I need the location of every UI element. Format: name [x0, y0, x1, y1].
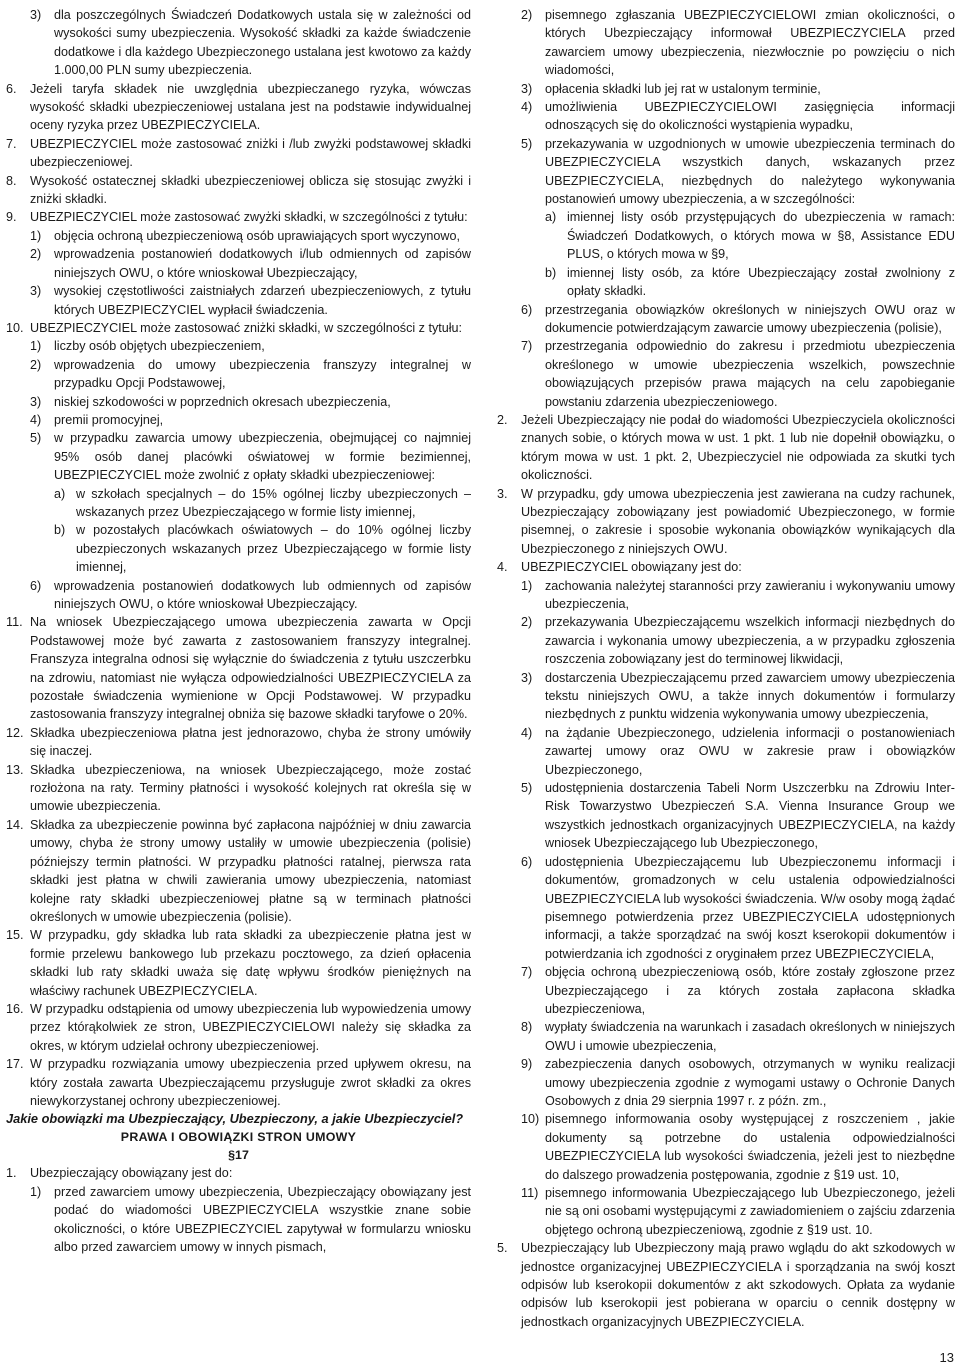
list-item [6, 613, 471, 723]
item-number: 14. [6, 817, 24, 832]
item-number: a) [54, 486, 66, 501]
item-text: Składka ubezpieczeniowa, na wniosek Ubezpieczającego, może zostać rozłożona na raty. Terminy płatności i wysokość kolejnych rat określa się w umowie ubezpieczenia. [30, 762, 471, 814]
item-text: opłacenia składki lub jej rat w ustalonym terminie, [545, 81, 821, 96]
item-text: pisemnego informowania osoby występującej z roszczeniem , jakie dokumenty są potrzebne do ustalenia odpowiedzialności UBEZPIECZYCIELA lub wysokości świadczenia, jeżeli jest to niezbędne do dalszego prowadzenia postępowania, zgodnie z §19 ust. 10, [545, 1112, 955, 1182]
item-text: przekazywania Ubezpieczającemu wszelkich informacji niezbędnych do zawarcia i wykonania umowy ubezpieczenia, a w przypadku zgłoszenia roszczenia zobowiązany jest do terminowej likwidacji, [545, 615, 955, 667]
item-number: 4) [30, 412, 42, 427]
item-text: Składka za ubezpieczenie powinna być zapłacona najpóźniej w dniu zawarcia umowy, chyba że strony umowy ustaliły w umowie ubezpieczenia (polisie) późniejszy termin płatności. W przypadku płatności ratalnej, pierwsza rata składki jest płatna w chwili zawierania umowy ubezpieczenia, natomiast kolejne raty składki ubezpieczeniowej płatne są w terminach płatności określonych w umowie ubezpieczenia (polisie). [30, 817, 471, 924]
item-number: 6) [521, 854, 533, 869]
item-number: 3) [30, 394, 42, 409]
item-text: liczby osób objętych ubezpieczeniem, [54, 339, 265, 354]
item-number: 17. [6, 1057, 24, 1072]
list-item [497, 963, 955, 1018]
list-item [497, 1018, 955, 1055]
item-text: przed zawarciem umowy ubezpieczenia, Ubezpieczający obowiązany jest podać do wiadomości UBEZPIECZYCIELA wszystkie znane sobie okoliczności, o które UBEZPIECZYCIEL zapytywał w formularzu wniosku albo przed zawarciem umowy w innych pismach, [54, 1184, 471, 1254]
list-item [6, 282, 471, 319]
item-text: Składka ubezpieczeniowa płatna jest jednorazowo, chyba że strony umówiły się inaczej. [30, 725, 471, 759]
item-text: UBEZPIECZYCIEL może zastosować zniżki i /lub zwyżki podstawowej składki ubezpieczeniowej. [30, 136, 471, 170]
list-item [497, 6, 955, 80]
list-item [6, 761, 471, 816]
item-text: W przypadku rozwiązania umowy ubezpieczenia przed upływem okresu, na który została zawarta Ubezpieczającemu przysługuje zwrot składki za okres niewykorzystanej ochrony ubezpieczeniowej. [30, 1057, 471, 1108]
item-text: W przypadku odstąpienia od umowy ubezpieczenia lub wypowiedzenia umowy przez którąkolwiek ze stron, UBEZPIECZYCIELOWI należy się składka za okres, w którym udzielał ochrony ubezpieczeniowej. [30, 1001, 471, 1053]
section-title: PRAWA I OBOWIĄZKI STRON UMOWY [120, 1130, 357, 1145]
list-item [497, 853, 955, 963]
list-item [497, 208, 955, 263]
item-text: Na wniosek Ubezpieczającego umowa ubezpieczenia zawarta w Opcji Podstawowej może być zawarta z zastosowaniem franszyzy integralnej. Franszyza integralna odnosi się wyłącznie do świadczenia z tytułu uszczerbku na zdrowiu, natomiast nie wyłącza odpowiedzialności UBEZPIECZYCIELA za pozostałe świadczenia wymienione w Opcji Podstawowej. W przypadku zastosowania franszyzy integralnej obniża się bazowe składki taryfowe o 20%. [30, 615, 471, 722]
item-number: 11) [521, 1186, 539, 1200]
list-item [497, 1239, 955, 1331]
item-text: udostępnienia Ubezpieczającemu lub Ubezpieczonemu informacji i dokumentów, gromadzonych w celu ustalenia odpowiedzialności UBEZPIECZYCIELA lub wysokości świadczenia. W/w osoby mogą żądać pisemnego potwierdzenia przez UBEZPIECZYCIELA udostępnionych informacji, a także sporządzać na swój koszt kserokopii dokumentów i potwierdzania ich zgodności z oryginałem przez UBEZPIECZYCIELA, [545, 854, 955, 961]
list-item [497, 411, 955, 485]
item-text: Wysokość ostatecznej składki ubezpieczeniowej oblicza się stosując zwyżki i zniżki składki. [30, 173, 471, 207]
item-text: umożliwienia UBEZPIECZYCIELOWI zasięgnięcia informacji odnoszących się do okoliczności wystąpienia wypadku, [545, 100, 955, 133]
item-number: 1) [30, 228, 42, 243]
list-item [6, 1055, 471, 1110]
item-text: wprowadzenia do umowy ubezpieczenia franszyzy integralnej w przypadku Opcji Podstawowej, [54, 357, 471, 391]
list-item [497, 301, 955, 338]
item-number: 10. [6, 320, 24, 335]
item-number: 5. [497, 1241, 508, 1256]
item-text: Ubezpieczający obowiązany jest do: [30, 1166, 233, 1181]
item-number: 1) [521, 578, 533, 593]
section-number: §17 [228, 1148, 249, 1163]
list-item [6, 319, 471, 337]
item-text: wprowadzenia postanowień dodatkowych i/lub odmiennych od zapisów niniejszych OWU, o które wnioskował Ubezpieczający, [54, 247, 471, 280]
item-text: Ubezpieczający lub Ubezpieczony mają prawo wglądu do akt szkodowych w jednostce organizacyjnej UBEZPIECZYCIELA i sporządzania na swój koszt odpisów lub kserokopii dokumentów z akt szkodowych. Opłata za wydanie odpisów lub kserokopii jest pobierana w oparciu o cennik dostępny w jednostkach organizacyjnych UBEZPIECZYCIELA. [521, 1241, 955, 1329]
list-item [6, 172, 471, 209]
item-number: 8) [521, 1020, 533, 1035]
item-text: premii promocyjnej, [54, 412, 164, 427]
item-text: imiennej listy osób, za które Ubezpieczający został zwolniony z opłaty składki. [567, 265, 955, 299]
list-item [497, 1110, 955, 1184]
list-item [6, 1000, 471, 1055]
list-item [6, 80, 471, 135]
list-item [497, 577, 955, 614]
list-item [6, 816, 471, 926]
item-number: 5) [521, 781, 533, 796]
item-number: 4) [521, 725, 533, 740]
item-number: 5) [521, 136, 533, 151]
item-text: w przypadku zawarcia umowy ubezpieczenia, obejmującej co najmniej 95% osób danej placówki oświatowej w formie bezimiennej, UBEZPIECZYCIEL może zwolnić z opłaty składki ubezpieczeniowej: [54, 431, 471, 483]
item-text: W przypadku, gdy składka lub rata składki za ubezpieczenie płatna jest w formie przelewu bankowego lub przekazu pocztowego, za dzień opłacenia składki lub raty składki uważa się datę wpływu środków pieniężnych na właściwy rachunek UBEZPIECZYCIELA. [30, 928, 471, 998]
item-number: 10) [521, 1112, 540, 1127]
left-after-list [6, 1164, 471, 1256]
item-number: b) [54, 523, 66, 538]
page-number: 13 [939, 1350, 954, 1365]
item-number: 12. [6, 725, 24, 740]
section-question: Jakie obowiązki ma Ubezpieczający, Ubezpieczony, a jakie Ubezpieczyciel? [6, 1111, 464, 1127]
item-text: pisemnego zgłaszania UBEZPIECZYCIELOWI zmian okoliczności, o których Ubezpieczający informował UBEZPIECZYCIELA przed zawarciem umowy ubezpieczenia, niezwłocznie po powzięciu o nich wiadomości, [545, 8, 955, 78]
item-text: objęcia ochroną ubezpieczeniową osób uprawiających sport wyczynowo, [54, 228, 461, 243]
item-number: 13. [6, 762, 24, 777]
list-item [497, 724, 955, 779]
right-column [497, 6, 955, 1331]
list-item [6, 577, 471, 614]
item-number: 2. [497, 412, 508, 427]
list-item [6, 411, 471, 429]
list-item [6, 135, 471, 172]
item-number: 3) [521, 670, 533, 685]
item-number: 1) [30, 1184, 42, 1199]
list-item [6, 208, 471, 226]
item-number: 6) [521, 302, 533, 317]
item-number: 3) [30, 284, 42, 299]
list-item [6, 429, 471, 484]
item-text: przestrzegania obowiązków określonych w niniejszych OWU oraz w dokumencie potwierdzającym zawarcie umowy ubezpieczenia (polisie), [545, 302, 955, 335]
list-item [6, 926, 471, 1000]
left-column [6, 6, 471, 1256]
item-number: 3. [497, 486, 508, 501]
list-item [497, 669, 955, 724]
item-text: przestrzegania odpowiednio do zakresu i przedmiotu ubezpieczenia określonego w umowie ubezpieczenia wszelkich, powszechnie obowiązujących przepisów prawa mających na celu zapobieganie powstaniu zdarzenia ubezpieczeniowego. [545, 339, 955, 409]
list-item [6, 6, 471, 80]
list-item [6, 227, 471, 245]
item-number: 16. [6, 1001, 24, 1016]
item-number: 9) [521, 1057, 533, 1072]
list-item [6, 1164, 471, 1182]
item-text: przekazywania w uzgodnionych w umowie ubezpieczenia terminach do UBEZPIECZYCIELA wszystkich danych, wskazanych przez UBEZPIECZYCIELA, niezbędnych do należytego wykonywania postanowień umowy ubezpieczenia, a w szczególności: [545, 136, 955, 207]
item-number: 8. [6, 173, 17, 188]
list-item [6, 724, 471, 761]
list-item [497, 135, 955, 209]
item-number: 7) [521, 965, 533, 980]
item-text: UBEZPIECZYCIEL może zastosować zwyżki składki, w szczególności z tytułu: [30, 210, 468, 225]
item-text: UBEZPIECZYCIEL obowiązany jest do: [521, 560, 742, 575]
item-number: 7. [6, 136, 17, 151]
item-number: 3) [521, 81, 533, 96]
item-text: zabezpieczenia danych osobowych, otrzymanych w wyniku realizacji umowy ubezpieczenia zgodnie z wymogami ustawy o Ochronie Danych Osobowych z dnia 29 sierpnia 1997 r. z późn. zm., [545, 1057, 955, 1108]
list-item [6, 521, 471, 576]
item-text: wprowadzenia postanowień dodatkowych lub odmiennych od zapisów niniejszych OWU, o które wnioskował Ubezpieczający. [54, 578, 471, 611]
item-number: 15. [6, 928, 24, 943]
item-number: 1. [6, 1166, 17, 1181]
item-number: a) [545, 210, 557, 225]
item-number: 6) [30, 578, 42, 593]
list-item [497, 264, 955, 301]
list-item [497, 613, 955, 668]
list-item [6, 245, 471, 282]
list-item [497, 1184, 955, 1239]
list-item [6, 337, 471, 355]
item-number: 4) [521, 100, 533, 115]
item-number: 2) [521, 8, 533, 22]
item-text: Jeżeli taryfa składek nie uwzględnia ubezpieczanego ryzyka, wówczas wysokość składki ubezpieczeniowej ustalana jest na podstawie indywidualnej oceny ryzyka przez UBEZPIECZYCIELA. [30, 81, 471, 133]
list-item [497, 98, 955, 135]
item-number: 2) [30, 247, 42, 262]
item-text: dla poszczególnych Świadczeń Dodatkowych ustala się w zależności od wysokości sumy ubezpieczenia. Wysokość składki za każde świadczenie dodatkowe i dla każdego Ubezpieczonego ustalana jest kwotowo za każdy 1.000,00 PLN sumy ubezpieczenia. [54, 8, 471, 78]
item-text: objęcia ochroną ubezpieczeniową osób, które zostały zgłoszone przez Ubezpieczającego i za których została zapłacona składka ubezpieczeniowa, [545, 965, 955, 1016]
item-text: wypłaty świadczenia na warunkach i zasadach określonych w niniejszych OWU i umowie ubezpieczenia, [545, 1020, 955, 1053]
item-text: W przypadku, gdy umowa ubezpieczenia jest zawierana na cudzy rachunek, Ubezpieczający zobowiązany jest powiadomić Ubezpieczonego, w formie pisemnej, o zakresie i sposobie wykonania obowiązków wynikających dla Ubezpieczonego z niniejszych OWU. [521, 486, 955, 556]
item-text: udostępnienia dostarczenia Tabeli Norm Uszczerbku na Zdrowiu Inter-Risk Towarzystwo Ubezpieczeń S.A. Vienna Insurance Group we wszystkich jednostkach organizacyjnych UBEZPIECZYCIELA, na każdy wniosek Ubezpieczającego lub Ubezpieczonego, [545, 781, 955, 851]
item-text: pisemnego informowania Ubezpieczającego lub Ubezpieczonego, jeżeli nie są oni osobami występującymi z zawiadomieniem o zajściu zdarzenia objętego ochroną ubezpieczeniową, zgodnie z §19 ust. 10. [545, 1186, 955, 1237]
item-text: dostarczenia Ubezpieczającemu przed zawarciem umowy ubezpieczenia tekstu niniejszych OWU, a także innych dokumentów i formularzy niezbędnych z punktu widzenia wykonywania umowy ubezpieczenia, [545, 670, 955, 722]
item-text: na żądanie Ubezpieczonego, udzielenia informacji o postanowieniach zawartej umowy oraz OWU w zakresie praw i obowiązków Ubezpieczonego, [545, 725, 955, 777]
list-item [497, 80, 955, 98]
item-text: wysokiej częstotliwości zaistniałych zdarzeń ubezpieczeniowych, z tytułu których UBEZPIECZYCIEL wypłacił świadczenia. [54, 284, 471, 317]
item-text: Jeżeli Ubezpieczający nie podał do wiadomości Ubezpieczyciela okoliczności znanych sobie, o których mowa w ust. 1 pkt. 1 lub nie dopełnił obowiązku, o którym mowa w ust. 1 pkt. 2, Ubezpieczyciel nie odpowiada za skutki tych okoliczności. [521, 412, 955, 483]
item-number: 5) [30, 431, 42, 446]
item-number: 1) [30, 339, 42, 354]
list-item [497, 558, 955, 576]
list-item [6, 1183, 471, 1257]
right-list [497, 6, 955, 1331]
item-number: b) [545, 265, 557, 280]
item-number: 4. [497, 560, 508, 575]
item-number: 2) [30, 357, 42, 372]
item-text: UBEZPIECZYCIEL może zastosować zniżki składki, w szczególności z tytułu: [30, 320, 463, 335]
list-item [497, 779, 955, 853]
item-number: 3) [30, 8, 42, 22]
item-number: 9. [6, 210, 17, 225]
list-item [497, 1055, 955, 1110]
item-text: w szkołach specjalnych – do 15% ogólnej liczby ubezpieczonych – wskazanych przez Ubezpieczającego w formie listy imiennej, [76, 486, 471, 519]
item-number: 7) [521, 339, 533, 354]
list-item [6, 356, 471, 393]
list-item [6, 485, 471, 522]
item-text: w pozostałych placówkach oświatowych – do 10% ogólnej liczby ubezpieczonych wskazanych przez Ubezpieczającego w formie listy imiennej, [76, 523, 471, 575]
list-item [497, 485, 955, 559]
list-item [497, 337, 955, 411]
item-number: 6. [6, 81, 17, 96]
item-number: 2) [521, 615, 533, 630]
left-list [6, 6, 471, 1110]
list-item [6, 393, 471, 411]
item-text: imiennej listy osób przystępujących do ubezpieczenia w ramach: Świadczeń Dodatkowych, o których mowa w §8, Assistance EDU PLUS, o których mowa w §9, [567, 210, 955, 262]
item-text: zachowania należytej staranności przy zawieraniu i wykonywaniu umowy ubezpieczenia, [545, 578, 955, 611]
item-number: 11. [6, 615, 23, 630]
item-text: niskiej szkodowości w poprzednich okresach ubezpieczenia, [54, 394, 391, 409]
